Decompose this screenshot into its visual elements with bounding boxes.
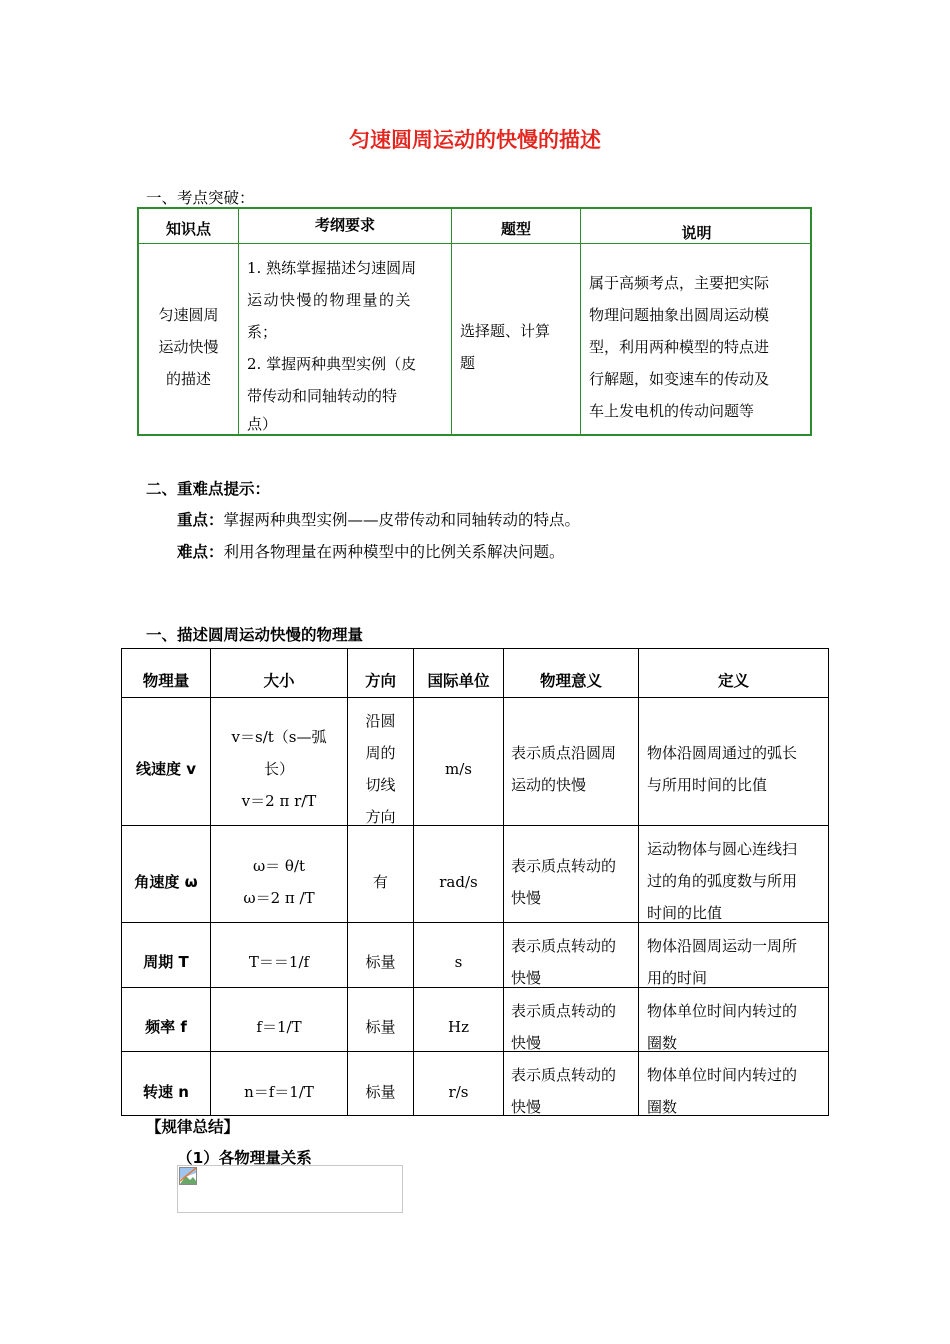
table2-unit-cell: m/s <box>445 760 472 778</box>
table2-row-label: 线速度 v <box>135 760 196 778</box>
table2-meaning-line: 表示质点转动的 <box>511 1066 617 1084</box>
table2-size-cell: n＝f＝1/T <box>244 1083 314 1101</box>
table2-direction-line: 周的 <box>365 744 396 762</box>
table2-meaning-line: 运动的快慢 <box>511 776 587 794</box>
table2-header-unit: 国际单位 <box>427 672 490 690</box>
table1-topic-line: 匀速圆周 <box>158 306 219 324</box>
table2-direction-line: 方向 <box>365 808 396 826</box>
table2-definition-line: 时间的比值 <box>647 904 723 922</box>
table1-requirement-line: 点） <box>247 415 278 433</box>
table2-definition-cell <box>647 1059 828 1123</box>
table2-definition-line: 与所用时间的比值 <box>647 776 768 794</box>
table2-size-line: v＝2 π r/T <box>241 792 317 810</box>
table2-definition-line: 物体单位时间内转过的 <box>647 1066 798 1084</box>
table2-definition-line: 过的角的弧度数与所用 <box>647 872 798 890</box>
table2-definition-line: 物体单位时间内转过的 <box>647 1002 798 1020</box>
table1-topic-line: 运动快慢 <box>158 338 219 356</box>
page-title: 匀速圆周运动的快慢的描述 <box>349 128 601 152</box>
quantities-table <box>121 648 829 1116</box>
table2-direction-cell: 标量 <box>365 953 396 971</box>
table2-size-cell <box>211 850 347 914</box>
table1-notes-line: 行解题，如变速车的传动及 <box>589 370 770 388</box>
table2-meaning-line: 表示质点转动的 <box>511 857 617 875</box>
table1-requirement-line: 2. 掌握两种典型实例（皮 <box>247 355 417 373</box>
table2-header-size: 大小 <box>263 672 295 690</box>
broken-image-icon <box>179 1167 197 1185</box>
table2-meaning-cell <box>511 1059 637 1123</box>
table2-meaning-line: 快慢 <box>511 969 542 987</box>
table2-direction-cell: 标量 <box>365 1083 396 1101</box>
table1-notes-line: 型，利用两种模型的特点进 <box>589 338 770 356</box>
table2-meaning-line: 快慢 <box>511 1034 542 1052</box>
table2-unit-cell: rad/s <box>439 873 478 891</box>
table2-meaning-cell <box>511 850 637 914</box>
relations-image-placeholder <box>177 1165 403 1213</box>
summary-heading: 【规律总结】 <box>146 1118 240 1136</box>
table2-definition-line: 用的时间 <box>647 969 708 987</box>
table2-size-line: ω＝ θ/t <box>252 857 306 875</box>
section-heading-key-points: 二、重难点提示： <box>146 480 271 498</box>
table1-type-line: 选择题、计算 <box>460 322 551 340</box>
table1-cell-topic <box>139 299 238 395</box>
table1-header-type: 题型 <box>500 220 531 238</box>
table2-unit-cell: s <box>454 953 463 971</box>
table2-size-cell <box>211 721 347 817</box>
table1-header-requirements: 考纲要求 <box>314 216 375 234</box>
summary-item-relations: （1）各物理量关系 <box>177 1149 312 1167</box>
table2-definition-line: 圈数 <box>647 1034 678 1052</box>
table2-meaning-cell <box>511 995 637 1059</box>
table2-definition-cell <box>647 833 828 929</box>
table1-header-topic: 知识点 <box>165 220 211 238</box>
table2-meaning-line: 快慢 <box>511 1098 542 1116</box>
table2-row-label: 周期 T <box>143 953 189 971</box>
table1-requirement-line: 带传动和同轴转动的特 <box>247 387 398 405</box>
table2-meaning-cell <box>511 737 637 801</box>
table2-unit-cell: r/s <box>448 1083 469 1101</box>
table2-meaning-line: 表示质点转动的 <box>511 1002 617 1020</box>
table2-meaning-cell <box>511 930 637 994</box>
table2-definition-line: 运动物体与圆心连线扫 <box>647 840 798 858</box>
table2-meaning-line: 表示质点转动的 <box>511 937 617 955</box>
table2-size-cell: T＝＝1/f <box>248 953 310 971</box>
table2-direction-cell <box>348 705 413 833</box>
difficult-point-line <box>177 540 565 562</box>
table1-notes-line: 属于高频考点，主要把实际 <box>589 274 770 292</box>
table2-size-line: ω＝2 π /T <box>243 889 315 907</box>
table2-definition-cell <box>647 930 828 994</box>
table2-row-label: 角速度 ω <box>134 873 198 891</box>
table1-header-notes: 说明 <box>681 224 712 242</box>
table2-meaning-line: 表示质点沿圆周 <box>511 744 617 762</box>
table1-requirement-line: 运动快慢的物理量的关 <box>247 291 413 309</box>
difficult-point-text: 利用各物理量在两种模型中的比例关系解决问题。 <box>223 543 565 561</box>
table2-definition-cell <box>647 737 828 801</box>
table2-meaning-line: 快慢 <box>511 889 542 907</box>
table2-row-label: 频率 f <box>145 1018 187 1036</box>
key-point-label: 重点： <box>177 511 224 529</box>
table1-cell-requirements <box>247 252 445 436</box>
key-point-line <box>177 508 580 530</box>
difficult-point-label: 难点： <box>177 543 224 561</box>
table1-notes-line: 物理问题抽象出圆周运动模 <box>589 306 770 324</box>
section-heading-exam-points: 一、考点突破： <box>146 189 255 207</box>
key-point-text: 掌握两种典型实例——皮带传动和同轴转动的特点。 <box>223 511 581 529</box>
table2-header-quantity: 物理量 <box>142 672 190 690</box>
table1-requirement-line: 1. 熟练掌握描述匀速圆周 <box>247 259 417 277</box>
table1-topic-line: 的描述 <box>165 370 211 388</box>
table1-type-line: 题 <box>460 354 476 372</box>
table2-direction-line: 切线 <box>365 776 396 794</box>
table1-cell-notes <box>589 267 809 427</box>
table2-size-cell: f＝1/T <box>256 1018 302 1036</box>
table2-direction-cell: 标量 <box>365 1018 396 1036</box>
table2-header-definition: 定义 <box>717 672 749 690</box>
table2-direction-line: 沿圆 <box>365 712 396 730</box>
table2-definition-cell <box>647 995 828 1059</box>
table2-definition-line: 物体沿圆周通过的弧长 <box>647 744 798 762</box>
exam-points-table <box>137 207 812 436</box>
table2-row-label: 转速 n <box>143 1083 189 1101</box>
table2-unit-cell: Hz <box>448 1018 469 1036</box>
table2-definition-line: 圈数 <box>647 1098 678 1116</box>
table2-header-direction: 方向 <box>364 672 396 690</box>
table2-header-meaning: 物理意义 <box>539 672 602 690</box>
table2-size-line: v＝s/t（s—弧 <box>231 728 327 746</box>
table2-definition-line: 物体沿圆周运动一周所 <box>647 937 798 955</box>
table2-direction-cell: 有 <box>372 873 388 891</box>
table2-size-line: 长） <box>263 760 294 778</box>
section-heading-quantities: 一、描述圆周运动快慢的物理量 <box>146 626 364 644</box>
table1-requirement-line: 系； <box>247 323 278 341</box>
table1-notes-line: 车上发电机的传动问题等 <box>589 402 755 420</box>
table1-cell-type <box>460 315 578 379</box>
